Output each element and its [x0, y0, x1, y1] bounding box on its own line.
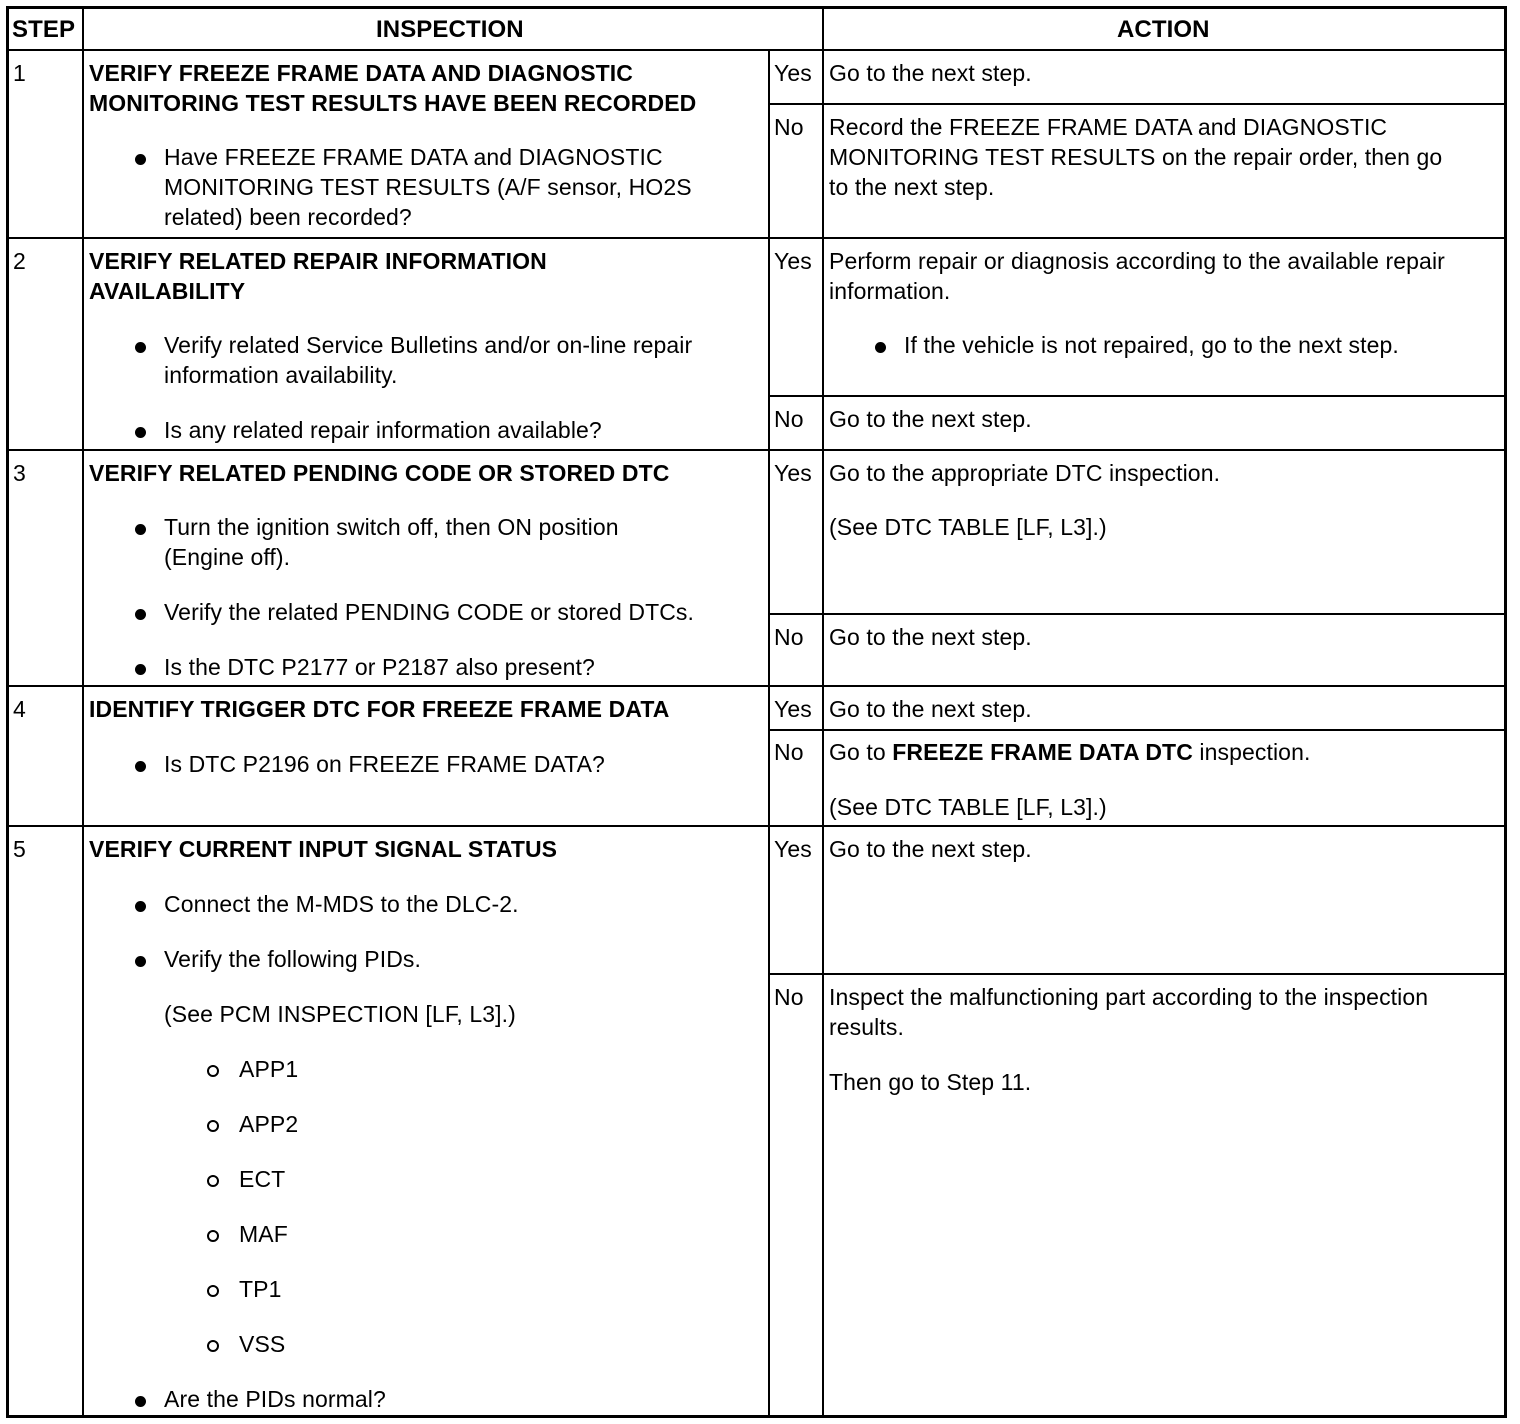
no-action: to the next step.: [829, 174, 995, 200]
bullet-icon: [135, 154, 146, 165]
step-title: VERIFY CURRENT INPUT SIGNAL STATUS: [89, 836, 558, 862]
inspection-item: (Engine off).: [164, 544, 291, 570]
step-number: 2: [13, 248, 26, 274]
inspection-item: Are the PIDs normal?: [164, 1386, 386, 1412]
yes-label: Yes: [774, 60, 812, 86]
yes-action-item: If the vehicle is not repaired, go to the next step.: [904, 332, 1399, 358]
bullet-icon: [135, 609, 146, 620]
inspection-item: information availability.: [164, 362, 398, 388]
inspection-item: Is any related repair information available?: [164, 417, 602, 443]
circle-bullet-icon: [207, 1230, 219, 1242]
yes-action: Perform repair or diagnosis according to the available repair: [829, 248, 1445, 274]
yes-action: Go to the next step.: [829, 836, 1032, 862]
step-number: 4: [13, 696, 26, 722]
yes-action: Go to the appropriate DTC inspection.: [829, 460, 1221, 486]
circle-bullet-icon: [207, 1340, 219, 1352]
bullet-icon: [135, 524, 146, 535]
step-number: 3: [13, 460, 26, 486]
inspection-item: Have FREEZE FRAME DATA and DIAGNOSTIC: [164, 144, 663, 170]
circle-bullet-icon: [207, 1285, 219, 1297]
no-action: MONITORING TEST RESULTS on the repair order, then go: [829, 144, 1443, 170]
col-divider-yesno: [768, 49, 770, 1415]
inspection-item: related) been recorded?: [164, 204, 412, 230]
row-divider-1: [9, 237, 1504, 239]
col-divider-step: [82, 9, 84, 1415]
bullet-icon: [135, 427, 146, 438]
step-title: VERIFY RELATED PENDING CODE OR STORED DTC: [89, 460, 670, 486]
inspection-item: Is DTC P2196 on FREEZE FRAME DATA?: [164, 751, 605, 777]
row-divider-2: [9, 449, 1504, 451]
pid-item: APP2: [239, 1111, 299, 1137]
no-label: No: [774, 406, 804, 432]
row-divider-4: [9, 825, 1504, 827]
header-action: ACTION: [1117, 16, 1210, 43]
inspection-item: Is the DTC P2177 or P2187 also present?: [164, 654, 595, 680]
yes-action: Go to the next step.: [829, 60, 1032, 86]
no-label: No: [774, 739, 804, 765]
yesno-divider-5: [768, 973, 1504, 975]
circle-bullet-icon: [207, 1120, 219, 1132]
yes-label: Yes: [774, 836, 812, 862]
no-action: Inspect the malfunctioning part according to the inspection: [829, 984, 1429, 1010]
procedure-table: [6, 6, 1507, 1418]
no-action-then: Then go to Step 11.: [829, 1069, 1032, 1095]
bullet-icon: [135, 956, 146, 967]
header-step: STEP: [12, 16, 76, 43]
no-label: No: [774, 624, 804, 650]
yesno-divider-2: [768, 395, 1504, 397]
no-label: No: [774, 984, 804, 1010]
no-action: [829, 737, 1310, 767]
inspection-item: Verify the following PIDs.: [164, 946, 421, 972]
inspection-item: MONITORING TEST RESULTS (A/F sensor, HO2S: [164, 174, 692, 200]
bullet-icon: [135, 342, 146, 353]
no-action: Go to the next step.: [829, 624, 1032, 650]
circle-bullet-icon: [207, 1175, 219, 1187]
no-action-ref: (See DTC TABLE [LF, L3].): [829, 794, 1107, 820]
pid-item: VSS: [239, 1331, 286, 1357]
no-action-prefix: Go to: [829, 739, 893, 765]
bullet-icon: [135, 1396, 146, 1407]
row-divider-3: [9, 685, 1504, 687]
bullet-icon: [135, 901, 146, 912]
inspection-item: Verify related Service Bulletins and/or on-line repair: [164, 332, 693, 358]
col-divider-action: [822, 9, 824, 1415]
bullet-icon: [875, 342, 886, 353]
yes-label: Yes: [774, 248, 812, 274]
step-number: 5: [13, 836, 26, 862]
inspection-item: Verify the related PENDING CODE or stored DTCs.: [164, 599, 695, 625]
yes-action: Go to the next step.: [829, 696, 1032, 722]
yes-label: Yes: [774, 460, 812, 486]
pid-item: ECT: [239, 1166, 286, 1192]
pid-item: MAF: [239, 1221, 288, 1247]
yes-label: Yes: [774, 696, 812, 722]
inspection-item: Connect the M-MDS to the DLC-2.: [164, 891, 519, 917]
step-title: AVAILABILITY: [89, 278, 246, 304]
circle-bullet-icon: [207, 1065, 219, 1077]
bullet-icon: [135, 761, 146, 772]
yes-action: information.: [829, 278, 951, 304]
header-inspection: INSPECTION: [376, 16, 524, 43]
step-title: VERIFY FREEZE FRAME DATA AND DIAGNOSTIC: [89, 60, 633, 86]
yesno-divider-1: [768, 103, 1504, 105]
pid-item: APP1: [239, 1056, 299, 1082]
no-action: Go to the next step.: [829, 406, 1032, 432]
step-title: VERIFY RELATED REPAIR INFORMATION: [89, 248, 547, 274]
row-divider-header: [9, 49, 1504, 51]
step-title: MONITORING TEST RESULTS HAVE BEEN RECORDED: [89, 90, 697, 116]
no-action: results.: [829, 1014, 904, 1040]
yesno-divider-4: [768, 729, 1504, 731]
inspection-ref: (See PCM INSPECTION [LF, L3].): [164, 1001, 516, 1027]
yesno-divider-3: [768, 613, 1504, 615]
step-title: IDENTIFY TRIGGER DTC FOR FREEZE FRAME DATA: [89, 696, 670, 722]
yes-action-ref: (See DTC TABLE [LF, L3].): [829, 514, 1107, 540]
step-number: 1: [13, 60, 26, 86]
no-action-suffix: inspection.: [1192, 739, 1311, 765]
no-action-emphasis: FREEZE FRAME DATA DTC: [892, 739, 1193, 765]
no-action: Record the FREEZE FRAME DATA and DIAGNOSTIC: [829, 114, 1388, 140]
pid-item: TP1: [239, 1276, 282, 1302]
no-label: No: [774, 114, 804, 140]
bullet-icon: [135, 664, 146, 675]
inspection-item: Turn the ignition switch off, then ON position: [164, 514, 619, 540]
